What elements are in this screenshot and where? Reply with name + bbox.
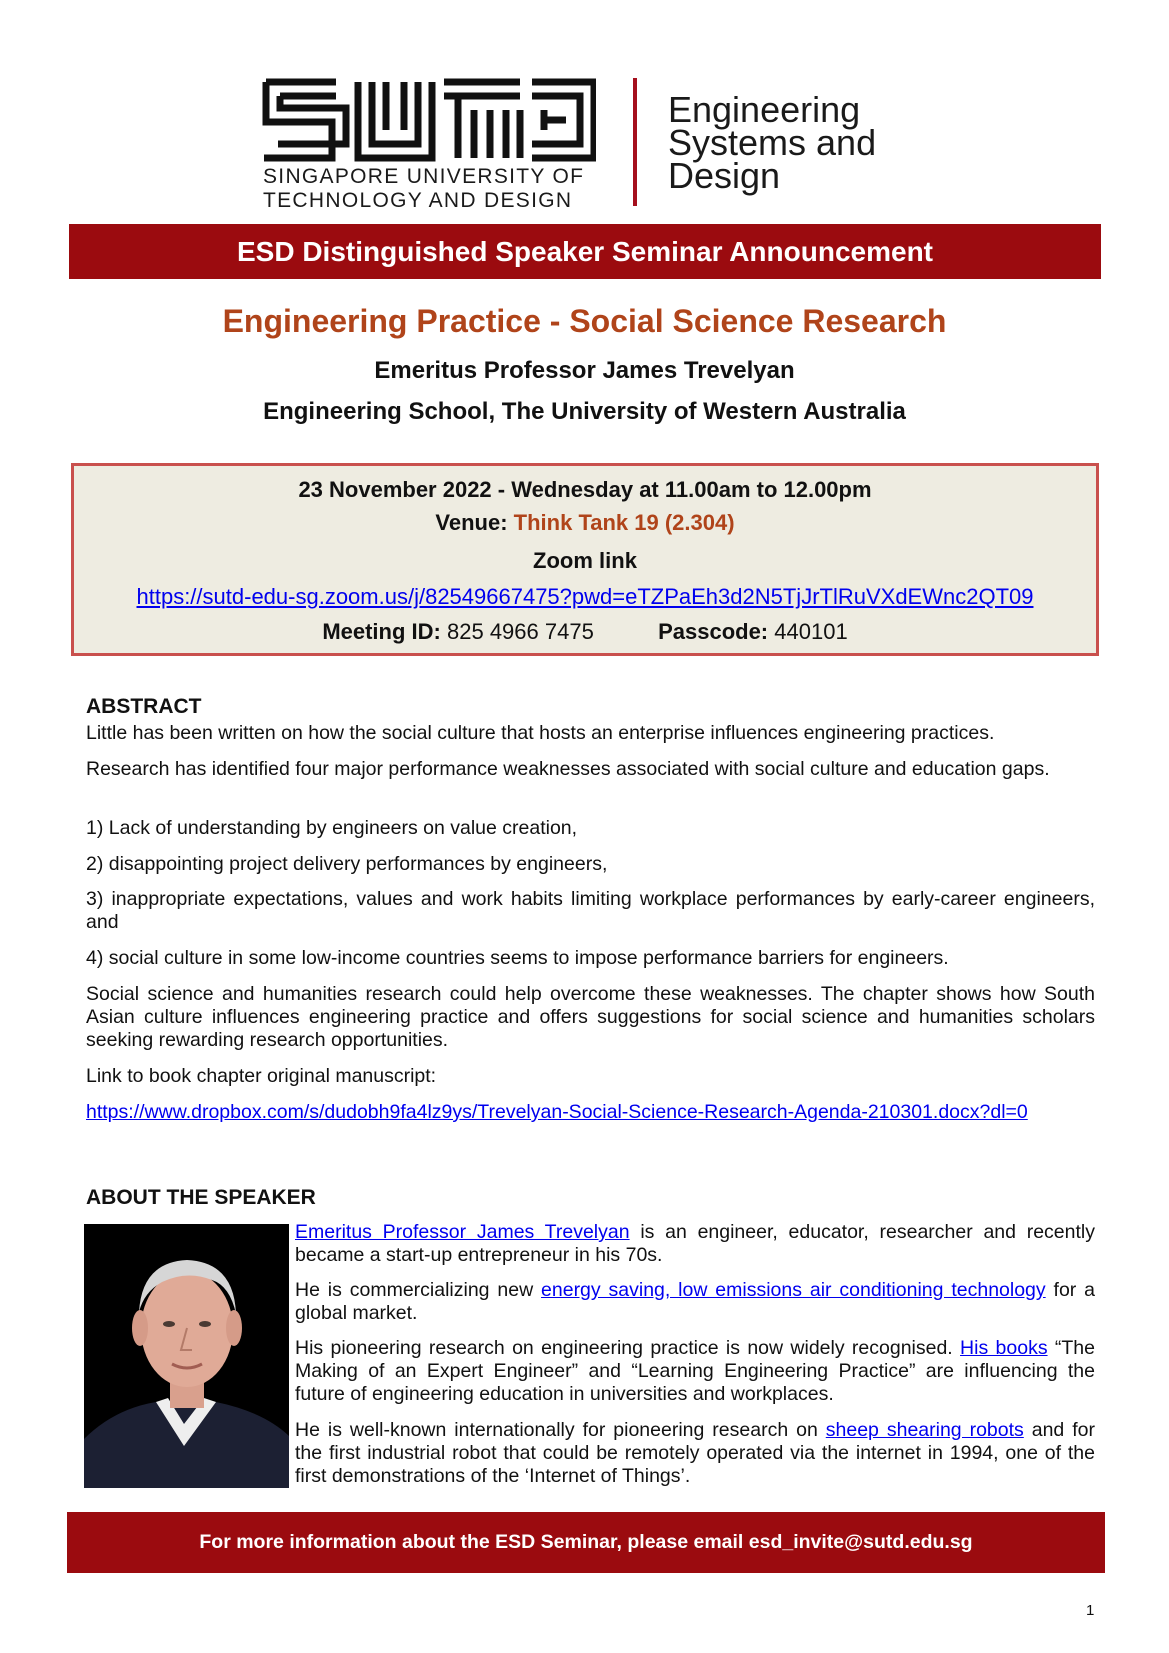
university-name-line1: SINGAPORE UNIVERSITY OF	[263, 165, 585, 188]
abstract-p3: Social science and humanities research could help overcome these weaknesses. The chapter shows how South Asian culture influences engineering practice and offers suggestions for social science and humanities scholars seeking rewarding research opportunities.	[86, 983, 1095, 1051]
venue-label: Venue:	[435, 510, 508, 535]
event-datetime: 23 November 2022 - Wednesday at 11.00am to 12.00pm	[298, 477, 872, 502]
speaker-affiliation: Engineering School, The University of Western Australia	[263, 398, 906, 425]
passcode-value: 440101	[774, 619, 848, 644]
abstract-heading: ABSTRACT	[86, 695, 202, 718]
zoom-link-line	[74, 584, 1096, 610]
abstract-item3: 3) inappropriate expectations, values and work habits limiting workplace performances by early-career engineers, and	[86, 888, 1095, 933]
venue-line	[74, 510, 1096, 536]
contact-footer: For more information about the ESD Seminar, please email esd_invite@sutd.edu.sg	[67, 1512, 1105, 1573]
abstract-item1: 1) Lack of understanding by engineers on value creation,	[86, 817, 578, 839]
zoom-link[interactable]: https://sutd-edu-sg.zoom.us/j/82549667475?pwd=eTZPaEh3d2N5TjJrTlRuVXdEWnc2QT09	[136, 584, 1034, 609]
bio-paragraph-3	[295, 1337, 1095, 1406]
sutd-logo-icon	[262, 78, 596, 162]
bio3-pre: His pioneering research on engineering practice is now widely recognised.	[295, 1337, 961, 1359]
speaker-profile-link[interactable]: Emeritus Professor James Trevelyan	[295, 1221, 630, 1243]
announcement-banner: ESD Distinguished Speaker Seminar Announcement	[69, 224, 1101, 279]
meeting-credentials	[74, 619, 1096, 645]
manuscript-link-label: Link to book chapter original manuscript:	[86, 1065, 437, 1087]
logo-divider	[633, 78, 637, 206]
university-name-line2: TECHNOLOGY AND DESIGN	[263, 189, 573, 212]
about-heading: ABOUT THE SPEAKER	[86, 1186, 316, 1209]
bio4-post: and for the first industrial robot that could be remotely operated via the internet in 1994, one of the first demonstrations of the ‘Internet of Things’.	[295, 1419, 1095, 1487]
air-conditioning-link[interactable]: energy saving, low emissions air conditioning technology	[541, 1279, 1046, 1301]
zoom-label: Zoom link	[533, 548, 637, 573]
meeting-id-label: Meeting ID:	[322, 619, 441, 644]
speaker-photo	[84, 1224, 289, 1488]
page-number: 1	[1086, 1602, 1095, 1619]
abstract-p2: Research has identified four major performance weaknesses associated with social culture and education gaps.	[86, 758, 1050, 780]
pillar-name	[668, 89, 928, 196]
speaker-name: Emeritus Professor James Trevelyan	[374, 357, 795, 384]
bio1-text: is an engineer, educator, researcher and recently became a start-up entrepreneur in his 70s.	[295, 1221, 1096, 1266]
abstract-p1: Little has been written on how the social culture that hosts an enterprise influences engineering practices.	[86, 722, 995, 744]
bio-paragraph-4	[295, 1419, 1095, 1488]
venue-value: Think Tank 19 (2.304)	[513, 510, 735, 535]
passcode-label: Passcode:	[658, 619, 769, 644]
event-info-box	[71, 463, 1099, 656]
bio4-pre: He is well-known internationally for pioneering research on	[295, 1419, 826, 1441]
pillar-line1: Engineering	[668, 89, 861, 130]
bio3-post: “The Making of an Expert Engineer” and “Learning Engineering Practice” are influencing the future of engineering education in universities and workplaces.	[295, 1337, 1095, 1405]
bio2-post: for a global market.	[295, 1279, 1095, 1324]
abstract-item2: 2) disappointing project delivery performances by engineers,	[86, 853, 608, 875]
pillar-line3: Design	[668, 155, 781, 196]
bio-paragraph-1	[295, 1221, 1095, 1267]
books-link[interactable]: His books	[960, 1337, 1048, 1359]
bio2-pre: He is commercializing new	[295, 1279, 542, 1301]
meeting-id-value: 825 4966 7475	[447, 619, 594, 644]
sheep-shearing-link[interactable]: sheep shearing robots	[825, 1419, 1024, 1441]
university-name	[263, 165, 603, 213]
abstract-item4: 4) social culture in some low-income countries seems to impose performance barriers for engineers.	[86, 947, 949, 969]
pillar-line2: Systems and	[668, 122, 877, 163]
manuscript-link[interactable]: https://www.dropbox.com/s/dudobh9fa4lz9ys/Trevelyan-Social-Science-Research-Agenda-210301.docx?dl=0	[86, 1101, 1028, 1123]
bio-paragraph-2	[295, 1279, 1095, 1325]
talk-title: Engineering Practice - Social Science Research	[222, 303, 947, 339]
manuscript-link-line	[86, 1101, 1095, 1124]
